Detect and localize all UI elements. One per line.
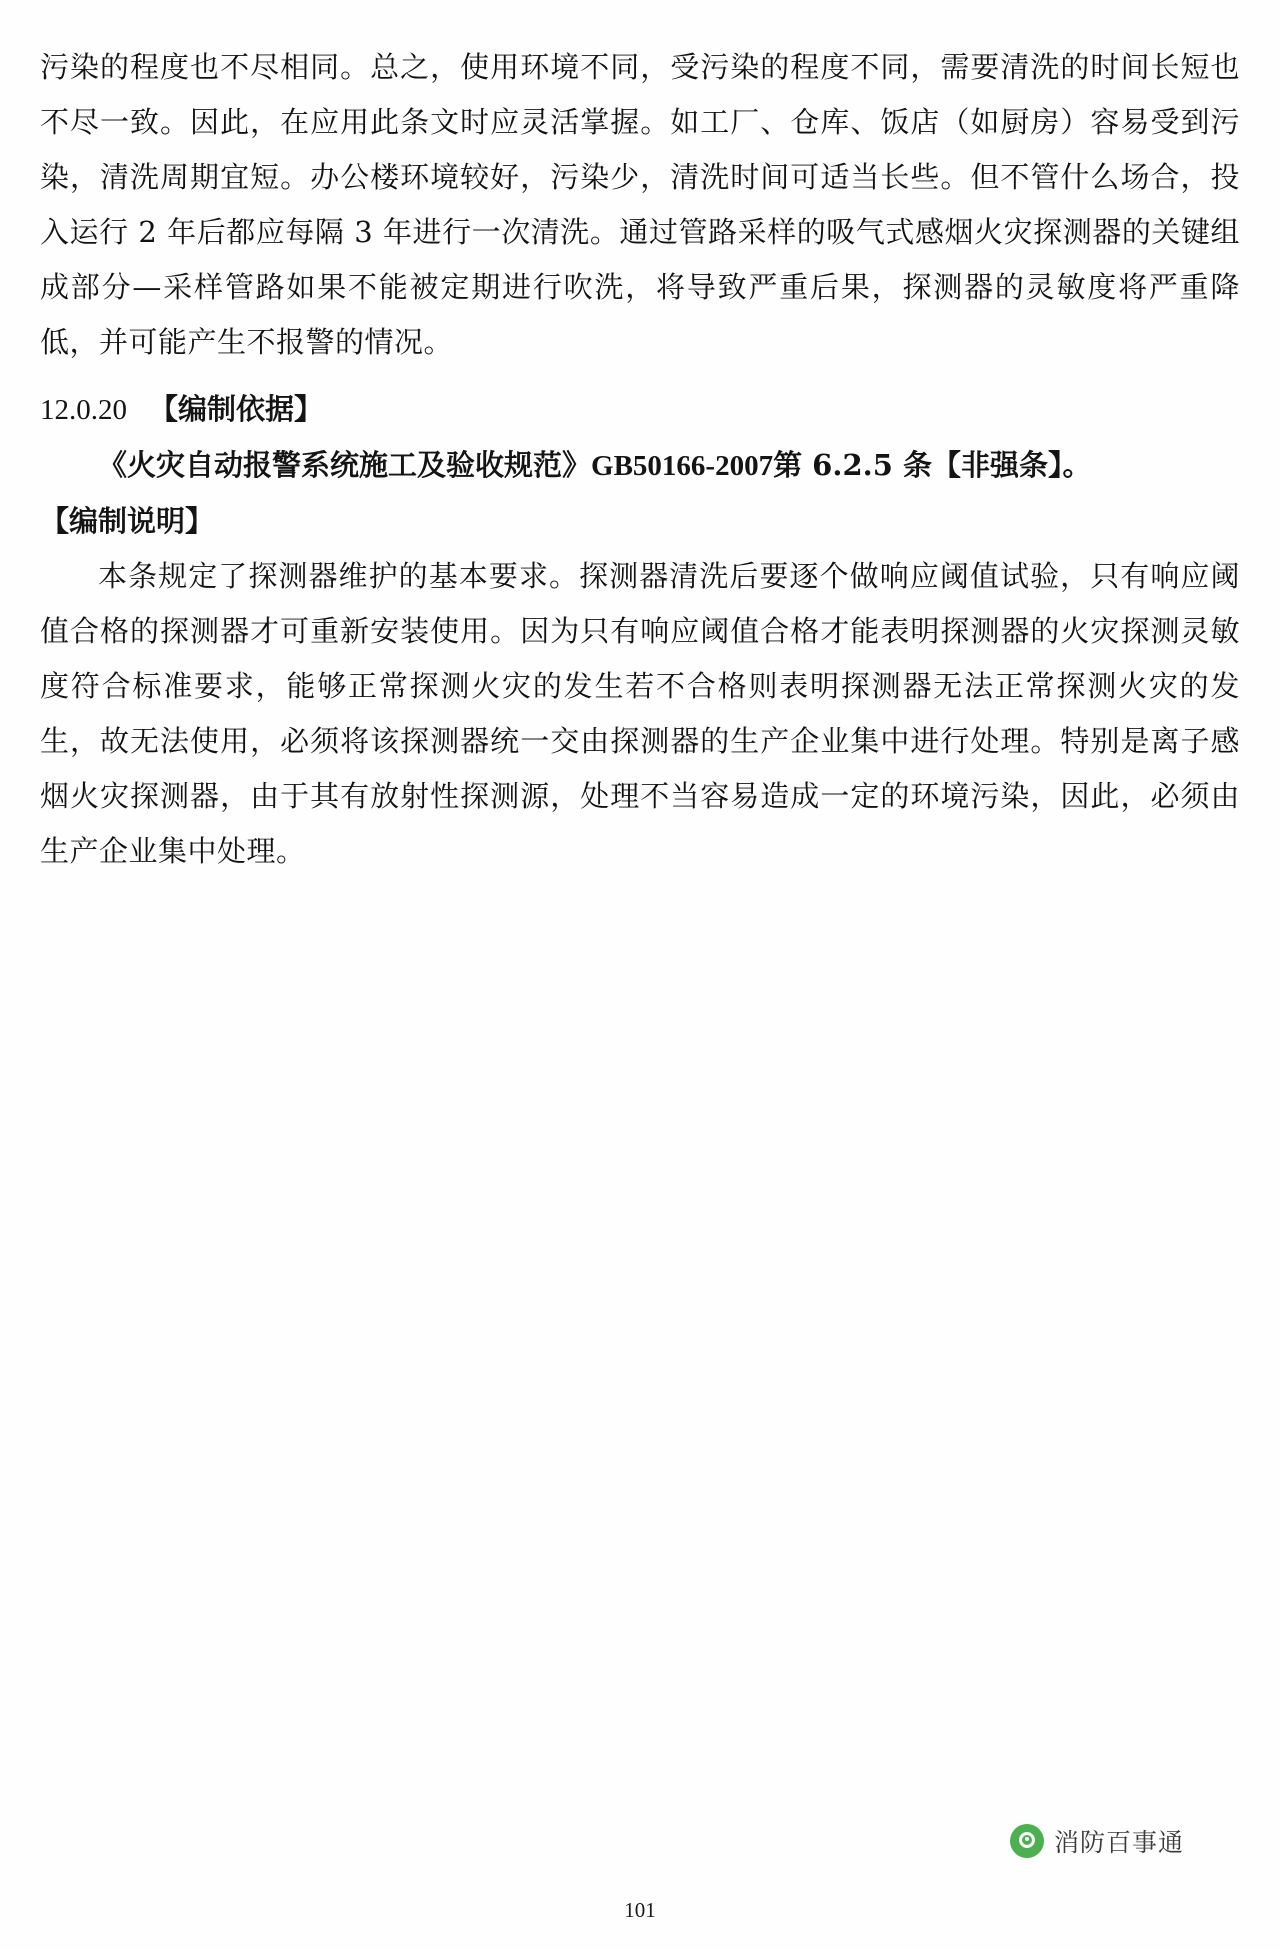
- standard-title: 《火灾自动报警系统施工及验收规范》: [98, 448, 592, 482]
- page-number: 101: [624, 1898, 656, 1922]
- page-content: [40, 40, 1240, 879]
- standard-clause: 第 6.2.5 条: [773, 448, 932, 482]
- clause-label: 【编制依据】: [149, 392, 324, 426]
- reference-line: [40, 438, 1240, 494]
- clause-number: 12.0.20: [40, 394, 127, 426]
- watermark: [1010, 1823, 1184, 1859]
- explanation-label: 【编制说明】: [40, 504, 215, 538]
- standard-suffix: 【非强条】。: [932, 448, 1092, 482]
- clause-heading: [40, 382, 1240, 438]
- standard-code: GB50166-2007: [591, 450, 774, 482]
- explanation-paragraph: 本条规定了探测器维护的基本要求。探测器清洗后要逐个做响应阈值试验，只有响应阈值合格的探测器才可重新安装使用。因为只有响应阈值合格才能表明探测器的火灾探测灵敏度符合标准要求，能够正常探测火灾的发生若不合格则表明探测器无法正常探测火灾的发生，故无法使用，必须将该探测器统一交由探测器的生产企业集中进行处理。特别是离子感烟火灾探测器，由于其有放射性探测源，处理不当容易造成一定的环境污染，因此，必须由生产企业集中处理。: [40, 559, 1240, 868]
- paragraph-continuation: 污染的程度也不尽相同。总之，使用环境不同，受污染的程度不同，需要清洗的时间长短也不尽一致。因此，在应用此条文时应灵活掌握。如工厂、仓库、饭店（如厨房）容易受到污染，清洗周期宜短。办公楼环境较好，污染少，清洗时间可适当长些。但不管什么场合，投入运行 2 年后都应每隔 3 年进行一次清洗。通过管路采样的吸气式感烟火灾探测器的关键组成部分—采样管路如果不能被定期进行吹洗，将导致严重后果，探测器的灵敏度将严重降低，并可能产生不报警的情况。: [40, 50, 1240, 359]
- watermark-text: 消防百事通: [1054, 1828, 1185, 1857]
- wechat-official-account-icon: [1010, 1824, 1044, 1858]
